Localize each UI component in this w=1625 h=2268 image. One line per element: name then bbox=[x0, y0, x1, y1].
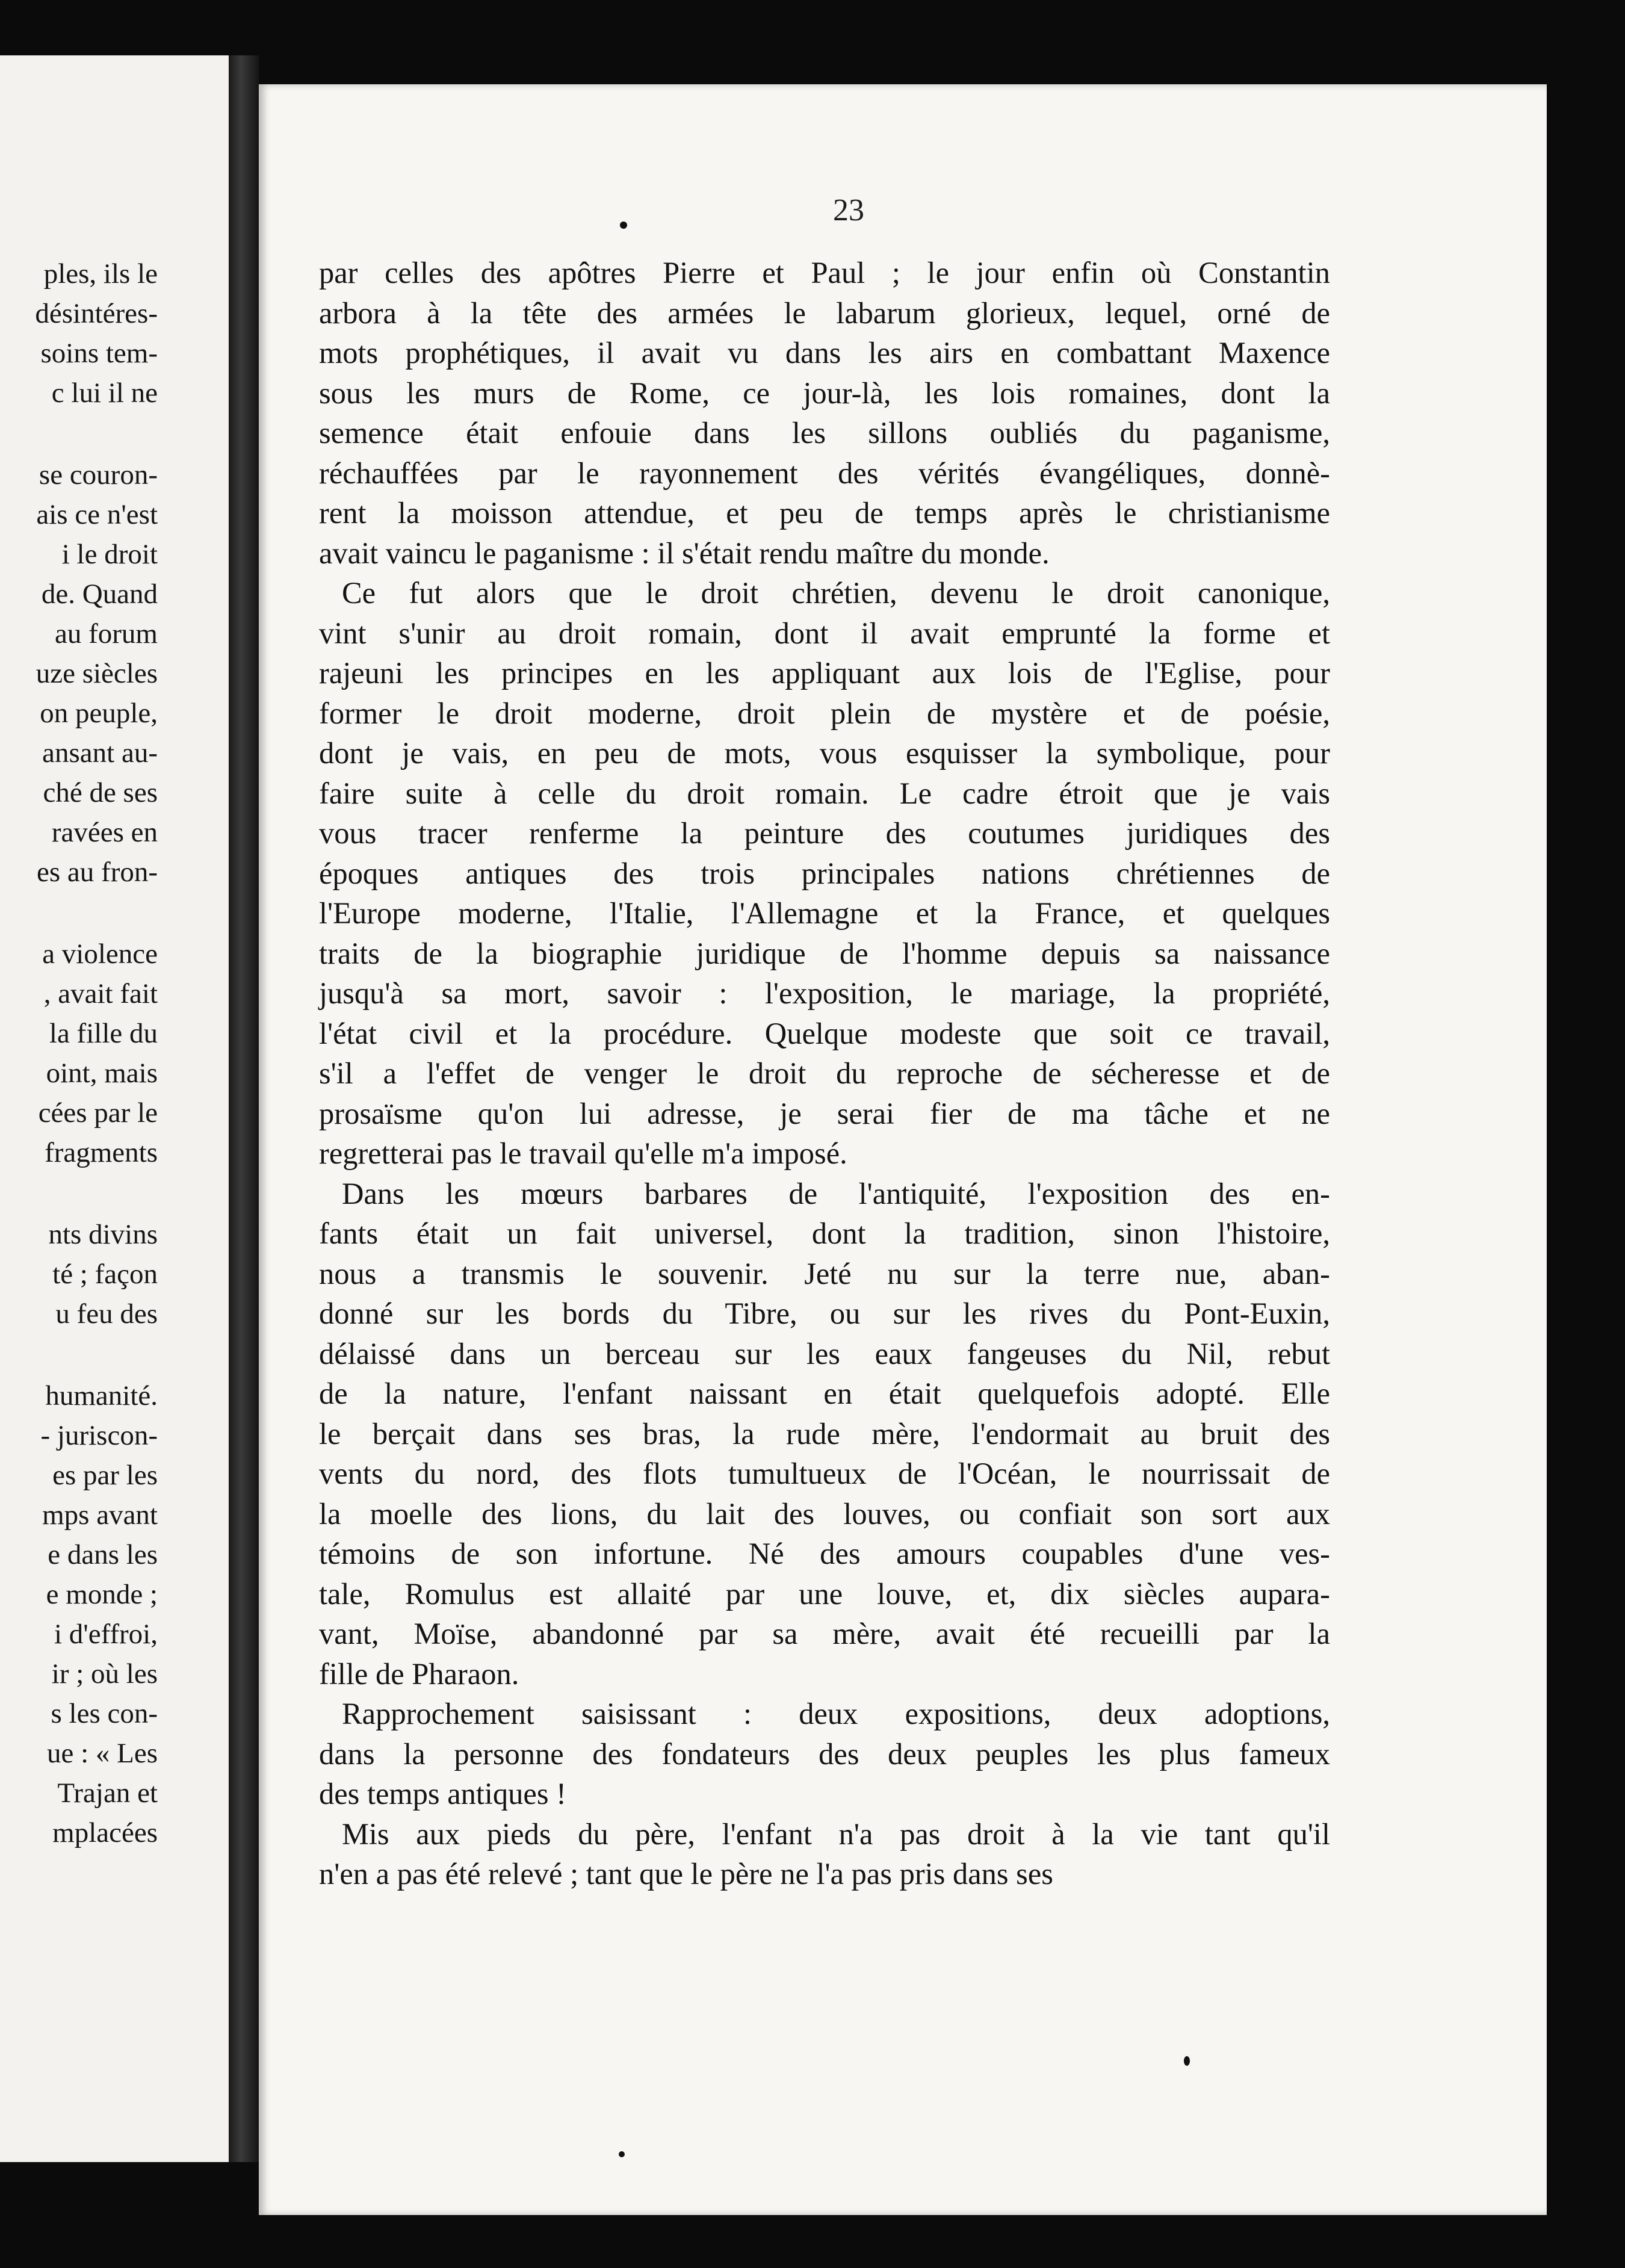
text-line: délaissé dans un berceau sur les eaux fangeuses du Nil, rebut bbox=[319, 1336, 1330, 1371]
text-line: fants était un fait universel, dont la tradition, sinon l'histoire, bbox=[319, 1216, 1330, 1250]
left-page-line: es par les bbox=[52, 1460, 158, 1491]
left-page-line: e dans les bbox=[48, 1539, 158, 1570]
left-page-line: nts divins bbox=[48, 1219, 158, 1250]
left-page-line bbox=[0, 1334, 229, 1376]
text-line: par celles des apôtres Pierre et Paul ; le jour enfin où Constantin bbox=[319, 256, 1330, 290]
text-line: avait vaincu le paganisme : il s'était rendu maître du monde. bbox=[319, 536, 1050, 570]
ink-speck bbox=[1184, 2056, 1190, 2066]
left-page-line: on peuple, bbox=[40, 698, 158, 729]
left-page-line: ples, ils le bbox=[43, 258, 158, 290]
left-page-line: i le droit bbox=[61, 539, 158, 570]
text-line: époques antiques des trois principales nations chrétiennes de bbox=[319, 856, 1330, 890]
text-line: l'état civil et la procédure. Quelque modeste que soit ce travail, bbox=[319, 1016, 1330, 1050]
left-page bbox=[0, 55, 229, 2162]
text-line: rent la moisson attendue, et peu de temps après le christianisme bbox=[319, 496, 1330, 530]
left-page-line: c lui il ne bbox=[51, 377, 158, 409]
text-line: tale, Romulus est allaité par une louve, et, dix siècles aupara- bbox=[319, 1576, 1330, 1611]
text-line: semence était enfouie dans les sillons oubliés du paganisme, bbox=[319, 416, 1330, 450]
right-page bbox=[259, 84, 1547, 2215]
left-page-line: se couron- bbox=[39, 459, 158, 491]
text-line: de la nature, l'enfant naissant en était quelquefois adopté. Elle bbox=[319, 1377, 1330, 1410]
left-page-line: mps avant bbox=[42, 1499, 158, 1531]
text-line: n'en a pas été relevé ; tant que le père ne l'a pas pris dans ses bbox=[319, 1857, 1053, 1891]
left-page-line: es au fron- bbox=[37, 857, 158, 888]
book-gutter bbox=[229, 55, 259, 2162]
page-number: 23 bbox=[833, 193, 864, 228]
text-line: former le droit moderne, droit plein de mystère et de poésie, bbox=[319, 696, 1330, 730]
body-text bbox=[319, 253, 1330, 1894]
ink-speck bbox=[620, 222, 627, 229]
text-line: fille de Pharaon. bbox=[319, 1656, 519, 1691]
text-line: des temps antiques ! bbox=[319, 1777, 566, 1811]
text-line: Dans les mœurs barbares de l'antiquité, l'exposition des en- bbox=[342, 1176, 1330, 1210]
text-line: regretterai pas le travail qu'elle m'a imposé. bbox=[319, 1136, 847, 1170]
text-line: la moelle des lions, du lait des louves, ou confiait son sort aux bbox=[319, 1496, 1330, 1531]
left-page-line: mplacées bbox=[52, 1817, 158, 1848]
text-line: dans la personne des fondateurs des deux peuples les plus fameux bbox=[319, 1737, 1330, 1771]
left-page-line: au forum bbox=[55, 618, 158, 649]
text-line: faire suite à celle du droit romain. Le cadre étroit que je vais bbox=[319, 776, 1330, 810]
left-page-line: cées par le bbox=[38, 1097, 158, 1129]
left-page-line: humanité. bbox=[45, 1380, 158, 1411]
left-page-line: la fille du bbox=[49, 1018, 158, 1049]
left-page-line: u feu des bbox=[55, 1298, 158, 1330]
text-line: traits de la biographie juridique de l'homme depuis sa naissance bbox=[319, 936, 1330, 970]
text-line: dont je vais, en peu de mots, vous esquisser la symbolique, pour bbox=[319, 736, 1330, 770]
text-line: sous les murs de Rome, ce jour-là, les lois romaines, dont la bbox=[319, 376, 1330, 410]
text-line: Rapprochement saisissant : deux expositions, deux adoptions, bbox=[342, 1697, 1330, 1730]
left-page-line: Trajan et bbox=[57, 1777, 158, 1809]
text-line: vint s'unir au droit romain, dont il avait emprunté la forme et bbox=[319, 616, 1330, 650]
left-page-line: ché de ses bbox=[43, 777, 158, 808]
left-page-line: uze siècles bbox=[36, 658, 158, 689]
text-line: réchauffées par le rayonnement des vérités évangéliques, donnè- bbox=[319, 456, 1330, 490]
left-page-line: ais ce n'est bbox=[36, 499, 158, 530]
left-page-line: s les con- bbox=[51, 1698, 158, 1729]
text-line: arbora à la tête des armées le labarum glorieux, lequel, orné de bbox=[319, 296, 1330, 330]
left-page-line bbox=[0, 892, 229, 934]
text-line: le berçait dans ses bras, la rude mère, l'endormait au bruit des bbox=[319, 1416, 1330, 1451]
text-line: nous a transmis le souvenir. Jeté nu sur la terre nue, aban- bbox=[319, 1256, 1330, 1290]
text-line: donné sur les bords du Tibre, ou sur les rives du Pont-Euxin, bbox=[319, 1297, 1330, 1330]
text-line: Mis aux pieds du père, l'enfant n'a pas droit à la vie tant qu'il bbox=[342, 1817, 1330, 1851]
left-page-line: ravées en bbox=[51, 817, 158, 848]
text-line: l'Europe moderne, l'Italie, l'Allemagne et la France, et quelques bbox=[319, 896, 1330, 930]
text-line: mots prophétiques, il avait vu dans les airs en combattant Maxence bbox=[319, 336, 1330, 370]
left-page-line: - juriscon- bbox=[40, 1420, 158, 1451]
text-line: témoins de son infortune. Né des amours coupables d'une ves- bbox=[319, 1537, 1330, 1570]
text-line: rajeuni les principes en les appliquant aux lois de l'Eglise, pour bbox=[319, 656, 1330, 690]
left-page-line: ir ; où les bbox=[51, 1658, 158, 1690]
left-page-line: fragments bbox=[45, 1137, 158, 1168]
left-page-line: ue : « Les bbox=[46, 1738, 158, 1769]
text-line: jusqu'à sa mort, savoir : l'exposition, le mariage, la propriété, bbox=[319, 976, 1330, 1010]
left-page-line: a violence bbox=[42, 938, 158, 970]
left-page-line: , avait fait bbox=[43, 978, 158, 1009]
left-page-line: de. Quand bbox=[41, 578, 158, 610]
left-page-line: té ; façon bbox=[52, 1259, 158, 1290]
left-page-line: e monde ; bbox=[46, 1579, 158, 1610]
text-line: prosaïsme qu'on lui adresse, je serai fier de ma tâche et ne bbox=[319, 1096, 1330, 1130]
left-page-line bbox=[0, 413, 229, 455]
text-line: vous tracer renferme la peinture des coutumes juridiques des bbox=[319, 816, 1330, 850]
left-page-line: soins tem- bbox=[40, 338, 158, 369]
text-line: s'il a l'effet de venger le droit du reproche de sécheresse et de bbox=[319, 1056, 1330, 1090]
left-page-line: désintéres- bbox=[35, 298, 158, 329]
left-page-line: ansant au- bbox=[42, 737, 158, 769]
text-line: vents du nord, des flots tumultueux de l'Océan, le nourrissait de bbox=[319, 1457, 1330, 1490]
left-page-line: oint, mais bbox=[46, 1058, 158, 1089]
left-page-line bbox=[0, 1173, 229, 1215]
ink-speck bbox=[619, 2151, 625, 2157]
text-line: vant, Moïse, abandonné par sa mère, avait été recueilli par la bbox=[319, 1617, 1330, 1650]
left-page-text bbox=[0, 254, 229, 1853]
text-line: Ce fut alors que le droit chrétien, devenu le droit canonique, bbox=[342, 576, 1330, 610]
left-page-line: i d'effroi, bbox=[54, 1619, 158, 1650]
